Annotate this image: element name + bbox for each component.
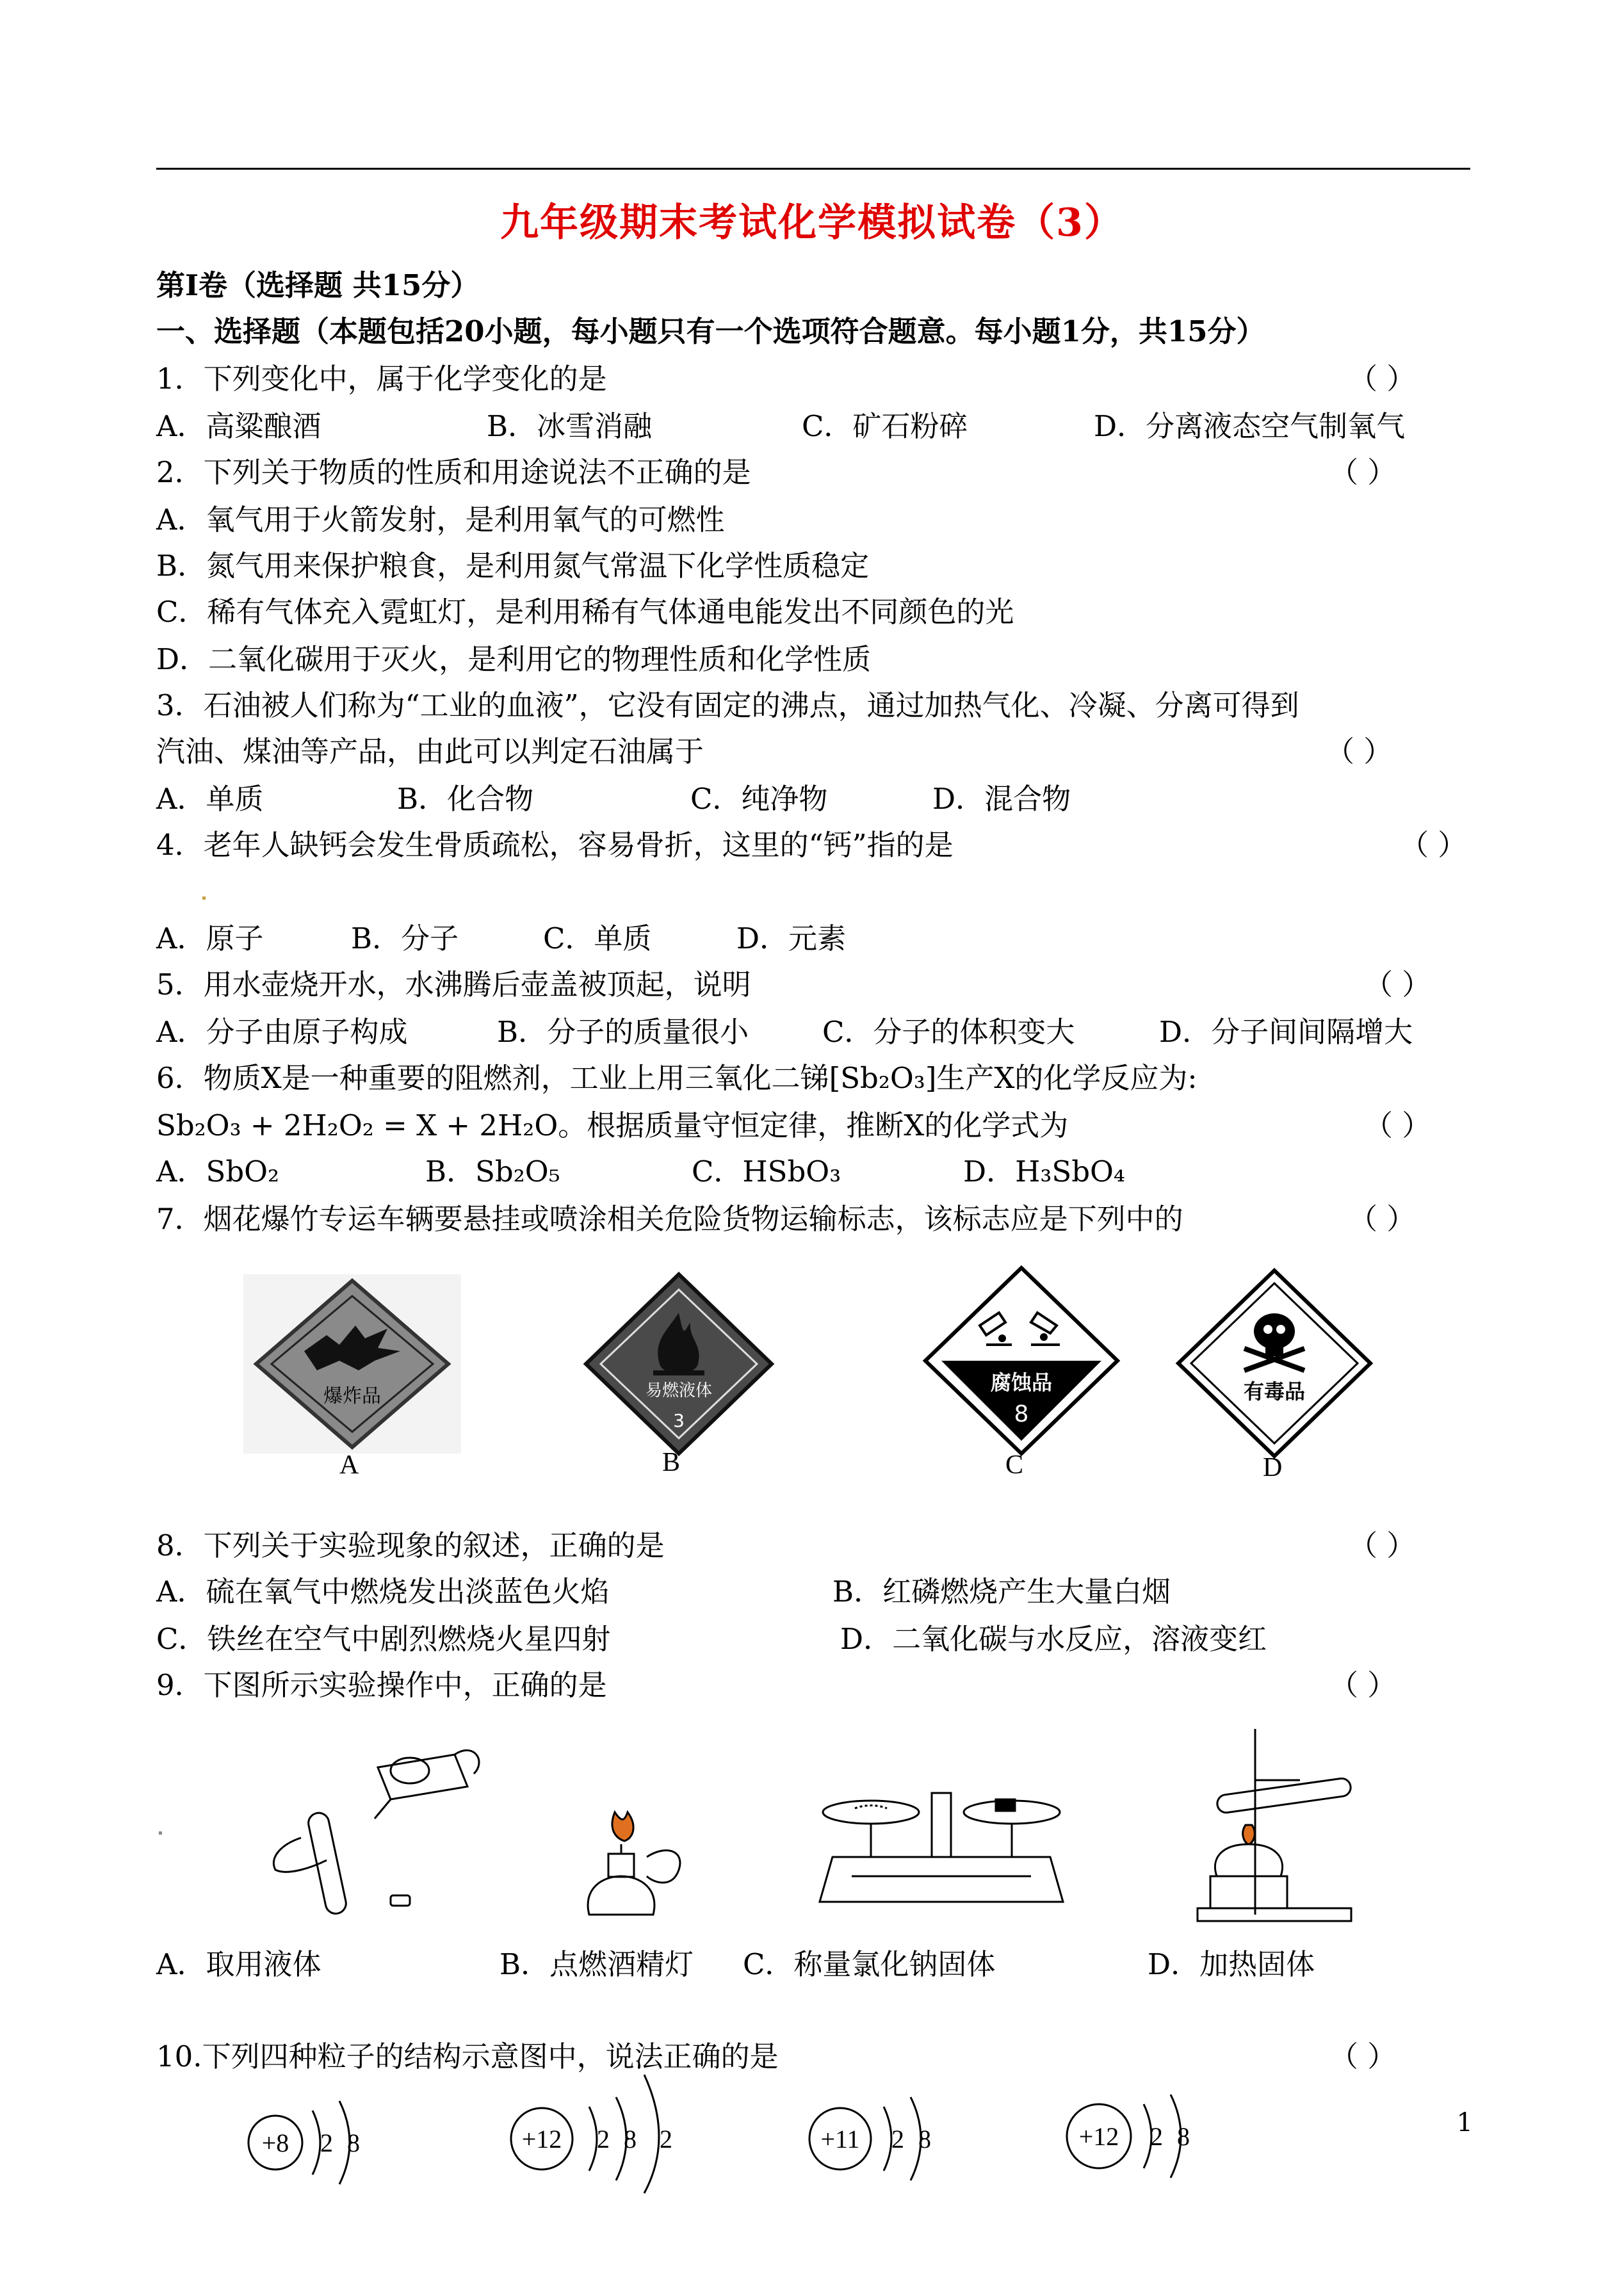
- question-9-stem: 9．下图所示实验操作中，正确的是: [156, 1668, 607, 1702]
- q8-option-b: B．红磷燃烧产生大量白烟: [832, 1575, 1171, 1609]
- particle-diagram-1: [237, 2091, 391, 2187]
- stray-mark: [159, 1831, 162, 1835]
- hazard-sign-explosive: [243, 1274, 461, 1454]
- part-heading: 第Ⅰ卷（选择题 共15分）: [156, 268, 480, 302]
- q4-option-b: B．分子: [351, 921, 459, 955]
- answer-blank-4: （ ）: [1400, 828, 1467, 862]
- particle-diagram-3: [794, 2081, 961, 2190]
- sign-c-text: 腐蚀品: [990, 1370, 1053, 1395]
- q5-option-a: A．分子由原子构成: [156, 1015, 408, 1049]
- hazard-sign-flammable-liquid: [576, 1268, 781, 1460]
- sign-label-b: B: [662, 1448, 681, 1477]
- q2-option-d: D．二氧化碳用于灭火，是利用它的物理性质和化学性质: [156, 642, 872, 676]
- q1-option-b: B．冰雪消融: [487, 409, 653, 443]
- shell-electrons: 8: [1177, 2122, 1190, 2151]
- question-7-stem: 7．烟花爆竹专运车辆要悬挂或喷涂相关危险货物运输标志，该标志应是下列中的: [156, 1202, 1183, 1236]
- shell-electrons: 8: [347, 2129, 360, 2157]
- q9-option-a: A．取用液体: [156, 1947, 321, 1981]
- q8-option-c: C．铁丝在空气中剧烈燃烧火星四射: [156, 1622, 611, 1656]
- q6-option-c: C．HSbO₃: [692, 1155, 841, 1188]
- answer-blank-2: （ ）: [1329, 455, 1397, 489]
- sign-label-c: C: [1005, 1450, 1024, 1480]
- header-rule: [156, 168, 1470, 170]
- question-5-stem: 5．用水壶烧开水，水沸腾后壶盖被顶起，说明: [156, 968, 751, 1002]
- q6-option-a: A．SbO₂: [156, 1155, 280, 1188]
- answer-blank-3: （ ）: [1326, 734, 1393, 768]
- question-6-stem: 6．物质X是一种重要的阻燃剂，工业上用三氧化二锑[Sb₂O₃]生产X的化学反应为:: [156, 1061, 1198, 1095]
- shell-electrons: 8: [624, 2125, 637, 2153]
- stray-mark: [202, 896, 206, 900]
- question-1-stem: 1．下列变化中，属于化学变化的是: [156, 362, 607, 396]
- q1-option-a: A．高粱酿酒: [156, 409, 321, 443]
- shell-electrons: 2: [660, 2125, 672, 2153]
- sign-a-text: 爆炸品: [323, 1385, 381, 1407]
- q2-option-b: B．氮气用来保护粮食，是利用氮气常温下化学性质稳定: [156, 549, 870, 583]
- question-8-stem: 8．下列关于实验现象的叙述，正确的是: [156, 1529, 665, 1562]
- q6-option-b: B．Sb₂O₅: [425, 1155, 560, 1188]
- q3-option-d: D．混合物: [932, 782, 1071, 816]
- section-instruction: 一、选择题（本题包括20小题，每小题只有一个选项符合题意。每小题1分，共15分）: [156, 314, 1265, 348]
- q9-option-c: C．称量氯化钠固体: [743, 1947, 996, 1981]
- answer-blank-10: （ ）: [1329, 2040, 1397, 2073]
- sign-d-text: 有毒品: [1243, 1379, 1306, 1404]
- page-title: 九年级期末考试化学模拟试卷（3）: [500, 200, 1124, 245]
- answer-blank-7: （ ）: [1349, 1202, 1416, 1236]
- hazard-sign-corrosive: [916, 1261, 1127, 1460]
- q8-option-d: D．二氧化碳与水反应，溶液变红: [840, 1622, 1267, 1656]
- q9-option-d: D．加热固体: [1148, 1947, 1315, 1981]
- q1-option-c: C．矿石粉碎: [802, 409, 968, 443]
- question-3-stem: 3．石油被人们称为“工业的血液”，它没有固定的沸点，通过加热气化、冷凝、分离可得到: [156, 688, 1299, 722]
- shell-electrons: 2: [891, 2125, 904, 2153]
- answer-blank-8: （ ）: [1349, 1529, 1416, 1562]
- nucleus-charge: +11: [820, 2125, 860, 2153]
- answer-blank-5: （ ）: [1364, 968, 1431, 1002]
- nucleus-charge: +12: [521, 2125, 562, 2153]
- figure-balance: [813, 1780, 1069, 1921]
- q9-option-b: B．点燃酒精灯: [499, 1947, 694, 1981]
- q3-option-b: B．化合物: [397, 782, 534, 816]
- q4-option-a: A．原子: [156, 921, 264, 955]
- question-3-stem-cont: 汽油、煤油等产品，由此可以判定石油属于: [156, 734, 704, 768]
- answer-blank-9: （ ）: [1329, 1668, 1397, 1702]
- nucleus-charge: +12: [1078, 2122, 1119, 2151]
- sign-label-a: A: [339, 1450, 359, 1480]
- q4-option-d: D．元素: [736, 921, 847, 955]
- shell-electrons: 2: [320, 2129, 333, 2157]
- question-4-stem: 4．老年人缺钙会发生骨质疏松，容易骨折，这里的“钙”指的是: [156, 828, 954, 862]
- question-6-equation: Sb₂O₃ + 2H₂O₂ = X + 2H₂O。根据质量守恒定律，推断X的化学式为: [156, 1108, 1069, 1142]
- q5-option-b: B．分子的质量很小: [497, 1015, 749, 1049]
- q5-option-d: D．分子间间隔增大: [1159, 1015, 1413, 1049]
- q1-option-d: D．分离液态空气制氧气: [1094, 409, 1406, 443]
- figure-alcohol-lamp: [576, 1799, 704, 1921]
- hazard-sign-toxic: [1172, 1264, 1377, 1463]
- q5-option-c: C．分子的体积变大: [822, 1015, 1075, 1049]
- q3-option-a: A．单质: [156, 782, 264, 816]
- shell-electrons: 8: [918, 2125, 931, 2153]
- page-number: 1: [1456, 2108, 1473, 2137]
- q2-option-a: A．氧气用于火箭发射，是利用氧气的可燃性: [156, 503, 725, 537]
- particle-diagram-2: [493, 2068, 704, 2196]
- answer-blank-6: （ ）: [1364, 1108, 1431, 1142]
- particle-diagram-4: [1050, 2079, 1217, 2187]
- shell-electrons: 2: [1150, 2122, 1163, 2151]
- sign-b-class: 3: [673, 1410, 685, 1431]
- shell-electrons: 2: [597, 2125, 610, 2153]
- q6-option-d: D．H₃SbO₄: [963, 1155, 1125, 1188]
- q3-option-c: C．纯净物: [690, 782, 828, 816]
- sign-b-text: 易燃液体: [645, 1381, 713, 1400]
- figure-heating-solid: [1185, 1723, 1396, 1927]
- question-10-stem: 10.下列四种粒子的结构示意图中，说法正确的是: [156, 2040, 779, 2073]
- q8-option-a: A．硫在氧气中燃烧发出淡蓝色火焰: [156, 1575, 610, 1609]
- answer-blank-1: （ ）: [1349, 362, 1416, 396]
- sign-c-class: 8: [1014, 1401, 1029, 1427]
- question-2-stem: 2．下列关于物质的性质和用途说法不正确的是: [156, 455, 751, 489]
- q4-option-c: C．单质: [543, 921, 652, 955]
- figure-pouring-liquid: [263, 1742, 493, 1921]
- sign-label-d: D: [1263, 1453, 1283, 1482]
- nucleus-charge: +8: [261, 2129, 289, 2157]
- q2-option-c: C．稀有气体充入霓虹灯，是利用稀有气体通电能发出不同颜色的光: [156, 595, 1014, 629]
